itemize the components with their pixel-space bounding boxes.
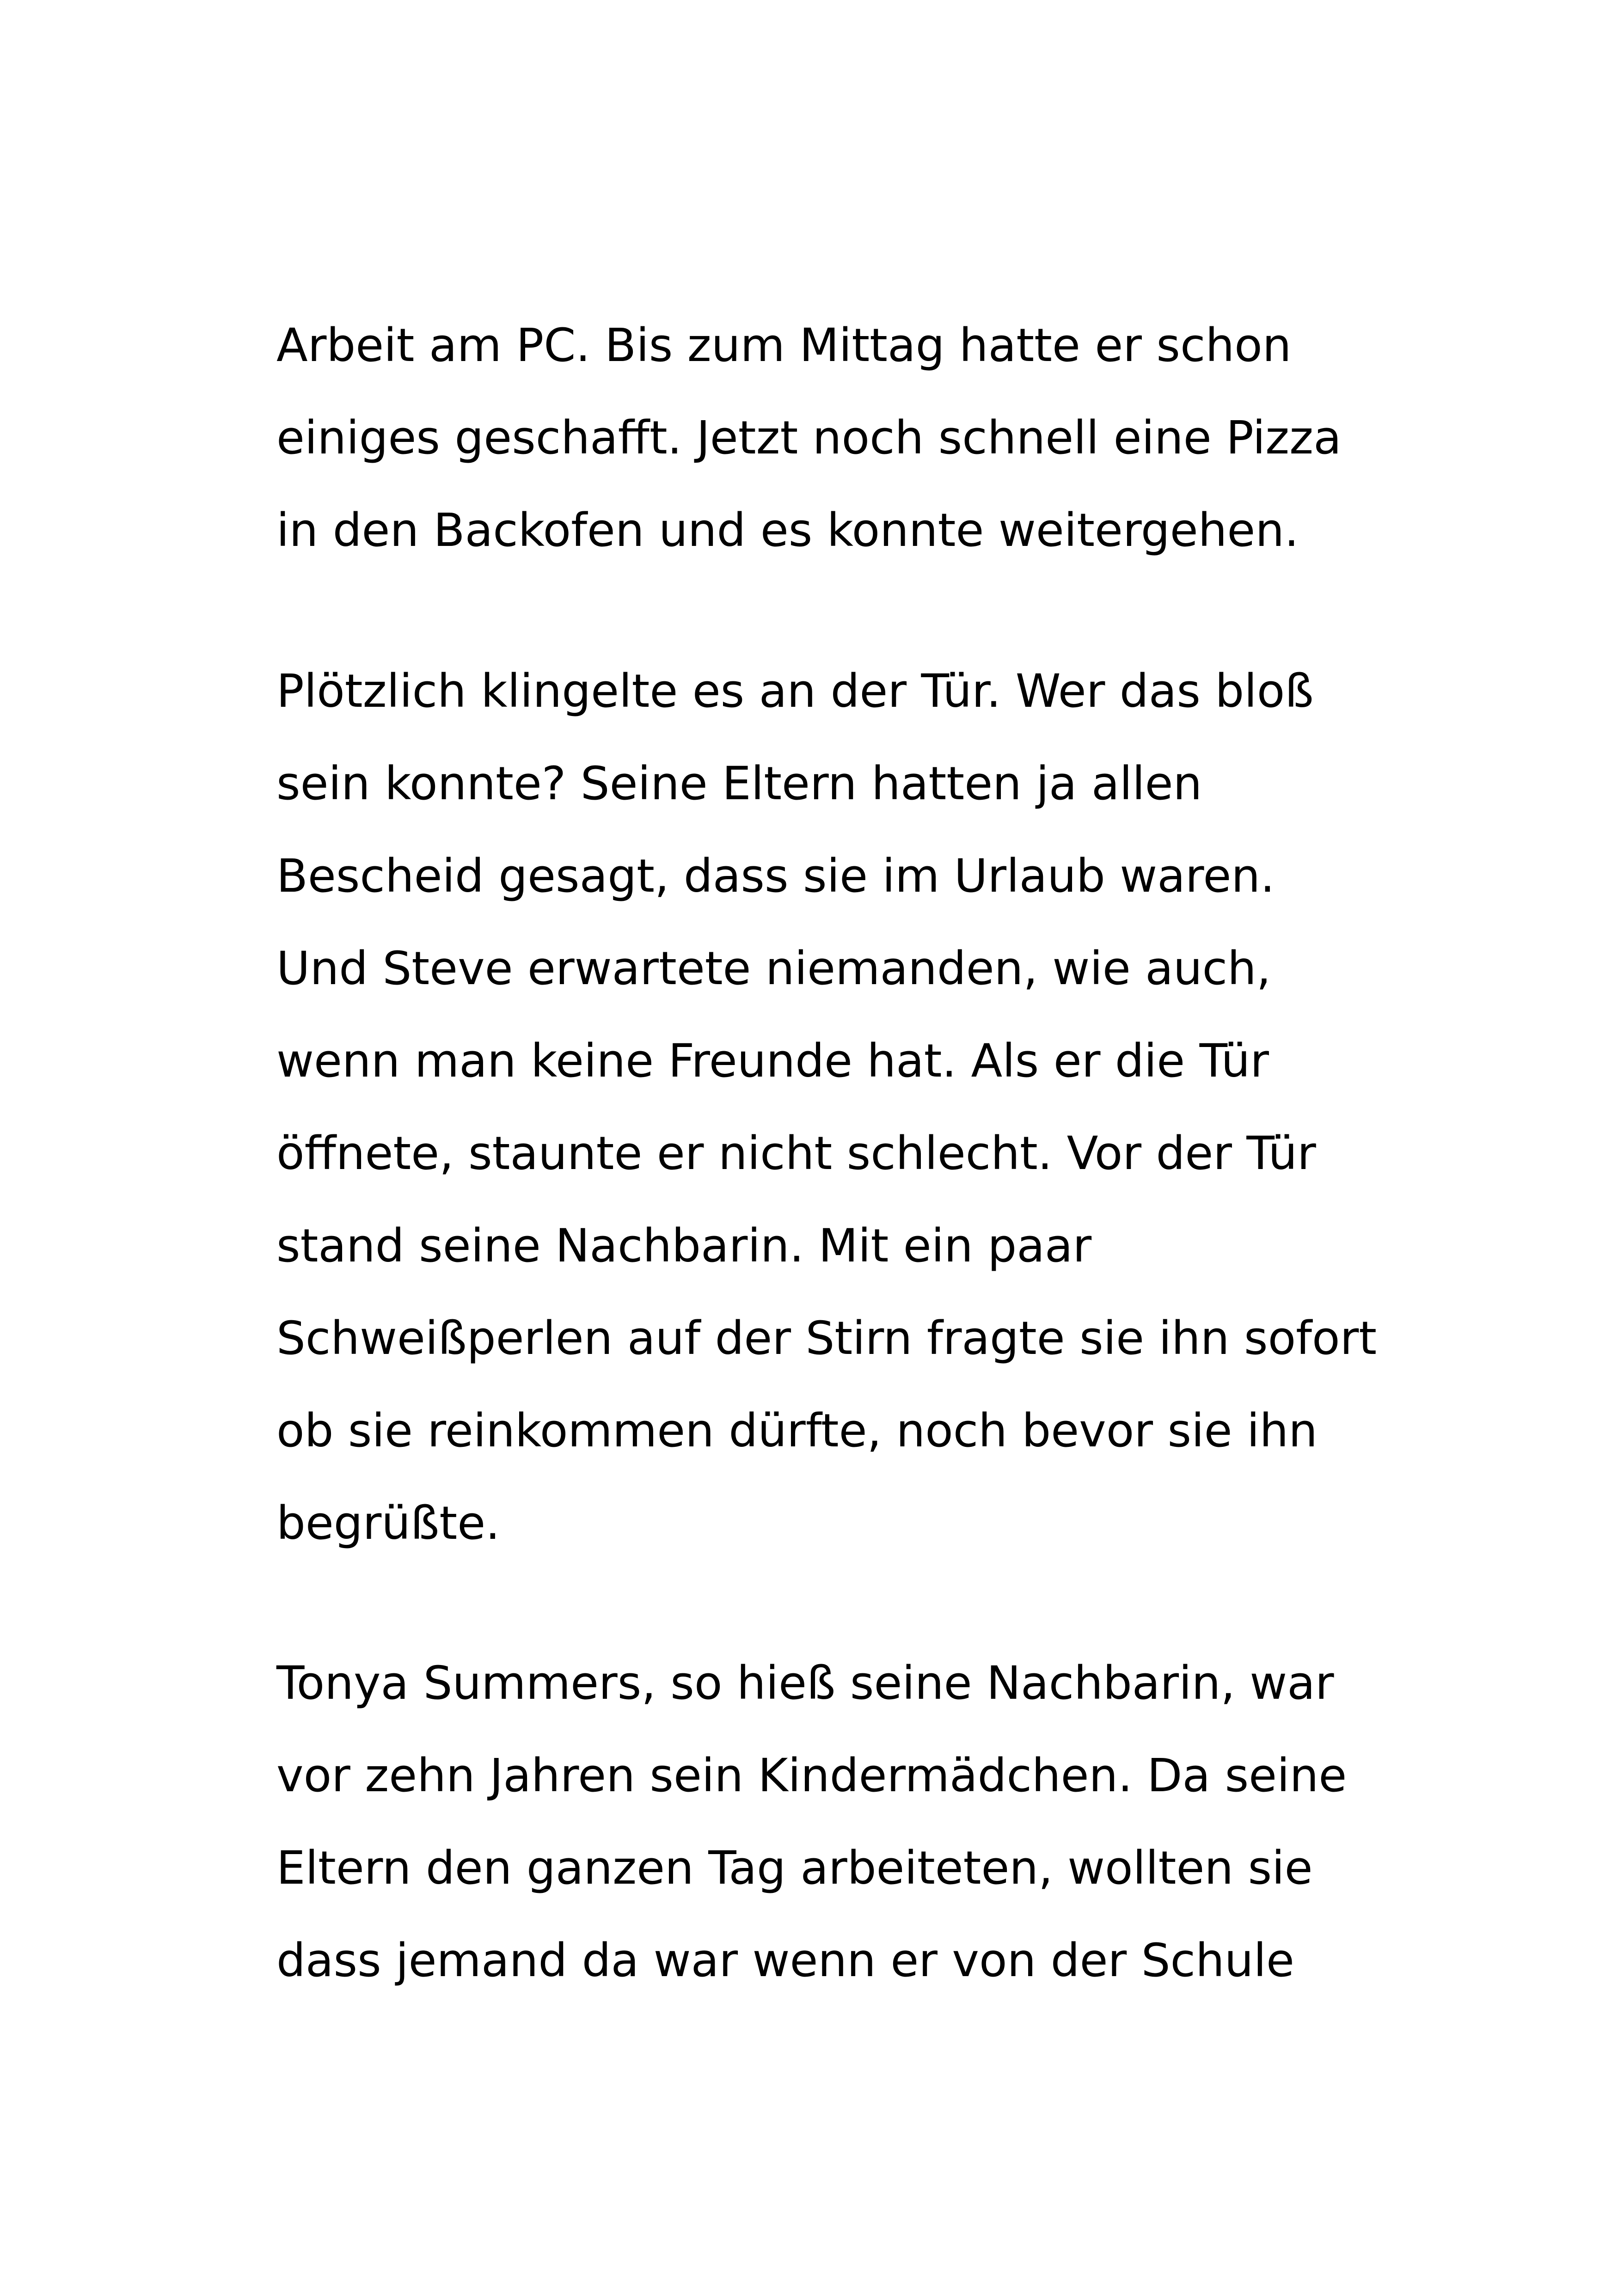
- paragraph: [276, 1637, 1347, 2007]
- text-line: wenn man keine Freunde hat. Als er die Tür: [276, 1035, 1269, 1088]
- text-line: in den Backofen und es konnte weitergehen.: [276, 504, 1299, 557]
- text-line: Und Steve erwartete niemanden, wie auch,: [276, 942, 1271, 995]
- paragraph: [276, 645, 1377, 1570]
- text-line: Eltern den ganzen Tag arbeiteten, wollten sie: [276, 1842, 1313, 1895]
- text-line: Plötzlich klingelte es an der Tür. Wer das bloß: [276, 665, 1314, 718]
- text-line: Bescheid gesagt, dass sie im Urlaub waren.: [276, 850, 1275, 903]
- text-line: stand seine Nachbarin. Mit ein paar: [276, 1219, 1092, 1273]
- text-line: vor zehn Jahren sein Kindermädchen. Da seine: [276, 1749, 1347, 1802]
- text-line: begrüßte.: [276, 1497, 500, 1550]
- text-line: öffnete, staunte er nicht schlecht. Vor der Tür: [276, 1127, 1316, 1180]
- text-line: sein konnte? Seine Eltern hatten ja allen: [276, 757, 1202, 810]
- text-line: dass jemand da war wenn er von der Schule: [276, 1934, 1294, 1987]
- paragraph: [276, 300, 1340, 577]
- text-line: Arbeit am PC. Bis zum Mittag hatte er schon: [276, 319, 1292, 372]
- text-line: Tonya Summers, so hieß seine Nachbarin, war: [276, 1657, 1334, 1710]
- text-line: ob sie reinkommen dürfte, noch bevor sie ihn: [276, 1404, 1318, 1457]
- text-line: Schweißperlen auf der Stirn fragte sie ihn sofort: [276, 1312, 1377, 1365]
- text-line: einiges geschafft. Jetzt noch schnell eine Pizza: [276, 411, 1342, 465]
